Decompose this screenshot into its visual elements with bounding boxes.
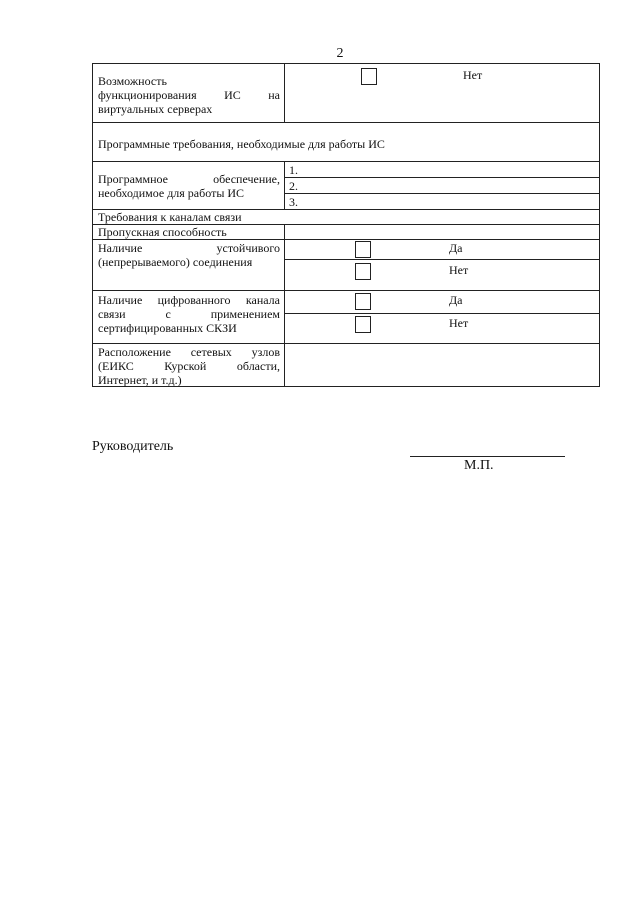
virtual-no-label: Нет bbox=[463, 68, 483, 82]
software-item-3[interactable]: 3. bbox=[289, 195, 298, 209]
column-divider bbox=[284, 64, 285, 122]
software-label bbox=[98, 172, 280, 200]
software-item-1[interactable]: 1. bbox=[289, 163, 298, 177]
label-line: функционирования ИС на bbox=[98, 88, 280, 102]
row-divider bbox=[93, 290, 599, 291]
encrypted-yes-label: Да bbox=[449, 293, 463, 307]
encrypted-channel-label bbox=[98, 293, 280, 335]
page-number: 2 bbox=[336, 46, 344, 61]
encrypted-no-checkbox[interactable] bbox=[355, 316, 371, 333]
stable-no-label: Нет bbox=[449, 263, 469, 277]
column-divider bbox=[284, 161, 285, 209]
head-signature-title: Руководитель bbox=[92, 439, 174, 454]
virtual-servers-label bbox=[98, 74, 280, 116]
channels-header: Требования к каналам связи bbox=[98, 210, 242, 224]
option-divider bbox=[285, 259, 599, 260]
label-line: необходимое для работы ИС bbox=[98, 186, 245, 200]
software-requirements-header: Программные требования, необходимые для работы ИС bbox=[98, 137, 385, 151]
label-line: (ЕИКС Курской области, bbox=[98, 359, 280, 373]
row-divider bbox=[93, 122, 599, 123]
stable-connection-label bbox=[98, 241, 280, 269]
signature-line[interactable] bbox=[410, 456, 565, 457]
encrypted-no-label: Нет bbox=[449, 316, 469, 330]
label-line: Интернет, и т.д.) bbox=[98, 373, 182, 387]
label-line: Расположение сетевых узлов bbox=[98, 345, 280, 359]
label-line: связи с применением bbox=[98, 307, 280, 321]
option-divider bbox=[285, 313, 599, 314]
row-divider bbox=[93, 239, 599, 240]
software-item-divider bbox=[285, 177, 599, 178]
virtual-no-checkbox[interactable] bbox=[361, 68, 377, 85]
encrypted-yes-checkbox[interactable] bbox=[355, 293, 371, 310]
column-divider bbox=[284, 224, 285, 386]
bandwidth-label: Пропускная способность bbox=[98, 225, 227, 239]
stable-yes-label: Да bbox=[449, 241, 463, 255]
row-divider bbox=[93, 343, 599, 344]
stable-no-checkbox[interactable] bbox=[355, 263, 371, 280]
row-divider bbox=[93, 161, 599, 162]
label-line: (непрерываемого) соединения bbox=[98, 255, 253, 269]
stable-yes-checkbox[interactable] bbox=[355, 241, 371, 258]
label-line: Наличие устойчивого bbox=[98, 241, 280, 255]
requirements-form-table bbox=[92, 63, 600, 387]
label-line: Наличие цифрованного канала bbox=[98, 293, 280, 307]
software-item-2[interactable]: 2. bbox=[289, 179, 298, 193]
software-item-divider bbox=[285, 193, 599, 194]
nodes-location-label bbox=[98, 345, 280, 387]
stamp-placeholder: М.П. bbox=[464, 458, 494, 473]
label-line: виртуальных серверах bbox=[98, 102, 213, 116]
label-line: Программное обеспечение, bbox=[98, 172, 280, 186]
label-line: сертифицированных СКЗИ bbox=[98, 321, 237, 335]
label-line: Возможность bbox=[98, 74, 167, 88]
